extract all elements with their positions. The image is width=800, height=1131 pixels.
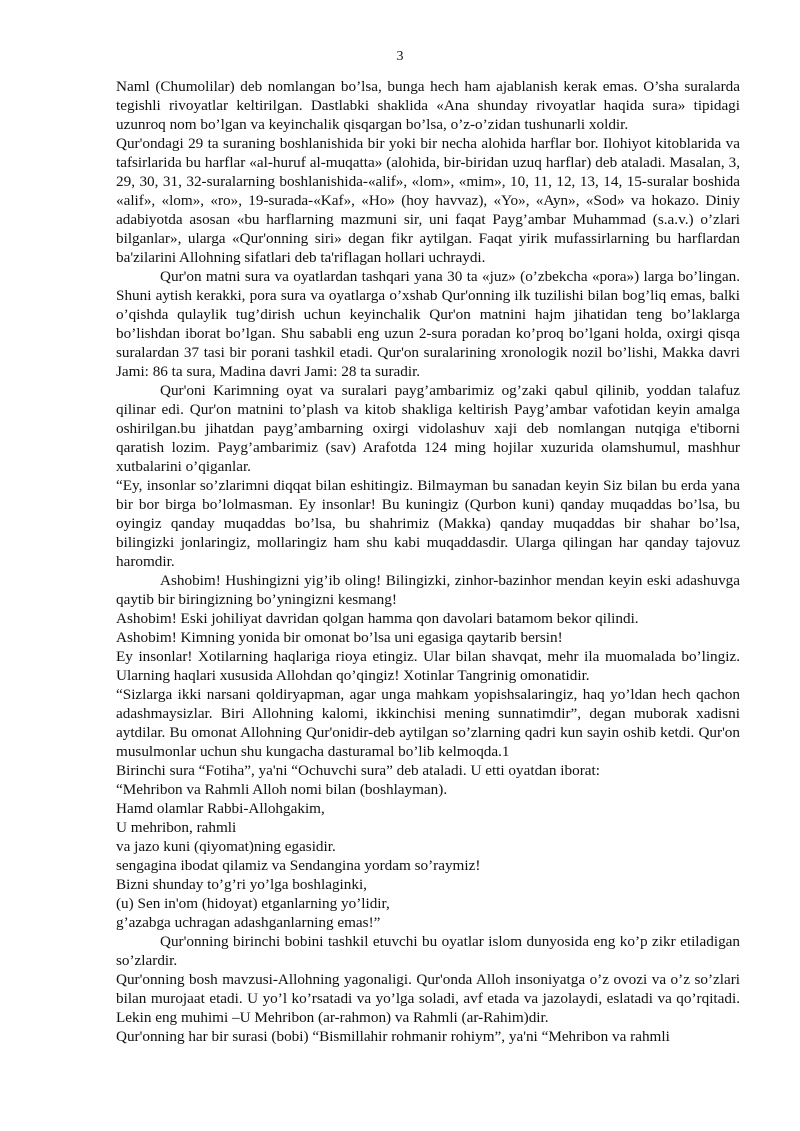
paragraph-11: Birinchi sura “Fotiha”, ya'ni “Ochuvchi sura” deb ataladi. U etti oyatdan iborat: xyxy=(116,762,600,779)
verse-line-2: Hamd olamlar Rabbi-Allohgakim, xyxy=(116,800,325,817)
verse-line-8: g’azabga uchragan adashganlarning emas!” xyxy=(116,914,381,931)
verse-line-4: va jazo kuni (qiyomat)ning egasidir. xyxy=(116,838,336,855)
verse-line-1: “Mehribon va Rahmli Alloh nomi bilan (boshlayman). xyxy=(116,781,448,798)
paragraph-7: Ashobim! Eski johiliyat davridan qolgan hamma qon davolari batamom bekor qilindi. xyxy=(116,610,639,627)
paragraph-10: “Sizlarga ikki narsani qoldiryapman, agar unga mahkam yopishsalaringiz, haq yo’ldan hech qachon adashmaysizlar. Biri Allohning kalomi, ikkinchisi mening sunnatimdir”, degan muborak xadisni aytdilar. Bu omonat Allohning Qur'onidir-deb aytilgan so’zlarning qadri kun sayin oshib ketdi. Qur'on musulmonlar uchun shu kungacha dasturamal bo’lib kelmoqda.1 xyxy=(116,686,740,760)
paragraph-3: Qur'on matni sura va oyatlardan tashqari yana 30 ta «juz» (o’zbekcha «pora») larga bo’lingan. Shuni aytish kerakki, pora sura va oyatlarga o’xshab Qur'onning ilk tuzilishi bilan bog’liq emas, balki o’qishda qulaylik tug’dirish uchun keyinchalik Qur'on matnini hajm jihatidan teng bo’laklarga bo’lishdan iborat bo’lgan. Shu sababli eng uzun 2-sura poradan ko’proq bo’lgani holda, oxirgi qisqa suralardan 37 tasi bir porani tashkil etadi. Qur'on suralarining xronologik nozil bo’lishi, Makka davri Jami: 86 ta sura, Madina davri Jami: 28 ta suradir. xyxy=(116,268,740,380)
paragraph-4: Qur'oni Karimning oyat va suralari payg’ambarimiz og’zaki qabul qilinib, yoddan talafuz qilinar edi. Qur'on matnini to’plash va kitob shakliga keltirish Payg’ambar vafotidan keyin amalga oshirilgan.bu jihatdan payg’ambarning oxirgi vidolashuv xaji deb nomlangan nutqiga e'tiborni qaratish lozim. Payg’ambarimiz (sav) Arafotda 124 ming hojilar xuzurida olamshumul, mashhur xutbalarini o’qiganlar. xyxy=(116,382,740,475)
document-body xyxy=(116,77,740,1046)
paragraph-1: Naml (Chumolilar) deb nomlangan bo’lsa, bunga hech ham ajablanish kerak emas. O’sha suralarda tegishli rivoyatlar keltirilgan. Dastlabki shaklida «Ana shunday rivoyatlar haqida sura» tipidagi uzunroq nom bo’lgan va keyinchalik qisqargan bo’lsa, o’z-o’zidan tushunarli xoldir. xyxy=(116,78,740,133)
paragraph-8: Ashobim! Kimning yonida bir omonat bo’lsa uni egasiga qaytarib bersin! xyxy=(116,629,563,646)
paragraph-13: Qur'onning bosh mavzusi-Allohning yagonaligi. Qur'onda Alloh insoniyatga o’z ovozi va o’z so’zlari bilan murojaat etadi. U yo’l ko’rsatadi va yo’lga soladi, avf etada va jazolaydi, eslatadi va qo’rqitadi. Lekin eng muhimi –U Mehribon (ar-rahmon) va Rahmli (ar-Rahim)dir. xyxy=(116,971,740,1026)
page-number: 3 xyxy=(396,49,404,64)
verse-line-3: U mehribon, rahmli xyxy=(116,819,237,836)
paragraph-12: Qur'onning birinchi bobini tashkil etuvchi bu oyatlar islom dunyosida eng ko’p zikr etiladigan so’zlardir. xyxy=(116,933,740,969)
paragraph-5: “Ey, insonlar so’zlarimni diqqat bilan eshitingiz. Bilmayman bu sanadan keyin Siz bilan bu erda yana bir bor birga bo’lolmasman. Ey insonlar! Bu kuningiz (Qurbon kuni) qanday muqaddas bo’lsa, bu oyingiz qanday muqaddas bo’lsa, bu shahrimiz (Makka) qanday muqaddas bir shahar bo’lsa, bilingizki jonlaringiz, mollaringiz ham shu kabi muqaddasdir. Ularga qilingan har qanday tajovuz haromdir. xyxy=(116,477,740,570)
verse-line-5: sengagina ibodat qilamiz va Sendangina yordam so’raymiz! xyxy=(116,857,481,874)
verse-line-6: Bizni shunday to’g’ri yo’lga boshlaginki, xyxy=(116,876,367,893)
paragraph-2: Qur'ondagi 29 ta suraning boshlanishida bir yoki bir necha alohida harflar bor. Ilohiyot kitoblarida va tafsirlarida bu harflar «al-huruf al-muqatta» (alohida, bir-biridan uzuq harflar) deb ataladi. Masalan, 3, 29, 30, 31, 32-suralarning boshlanishida-«alif», «lom», «mim», 10, 11, 12, 13, 14, 15-suralar boshida «alif», «lom», «ro», 19-surada-«Kaf», «Ho» (hoy havvaz), «Yo», «Ayn», «Sod» va hokazo. Diniy adabiyotda asosan «bu harflarning mazmuni sir, uni faqat Payg’ambar Muhammad (s.a.v.) o’zlari bilganlar», ularga «Qur'onning siri» degan fikr aytilgan. Faqat yirik mufassirlarning bu harflardan ba'zilarini Allohning sifatlari deb ta'riflagan hollari uchraydi. xyxy=(116,135,740,266)
paragraph-6: Ashobim! Hushingizni yig’ib oling! Bilingizki, zinhor-bazinhor mendan keyin eski adashuvga qaytib bir biringizning bo’yningizni kesmang! xyxy=(116,572,740,608)
paragraph-9: Ey insonlar! Xotilarning haqlariga rioya etingiz. Ular bilan shavqat, mehr ila muomalada bo’lingiz. Ularning haqlari xususida Allohdan qo’qingiz! Xotinlar Tangrinig omonatidir. xyxy=(116,648,740,684)
paragraph-14: Qur'onning har bir surasi (bobi) “Bismillahir rohmanir rohiym”, ya'ni “Mehribon va rahmli xyxy=(116,1028,670,1045)
verse-line-7: (u) Sen in'om (hidoyat) etganlarning yo’lidir, xyxy=(116,895,390,912)
